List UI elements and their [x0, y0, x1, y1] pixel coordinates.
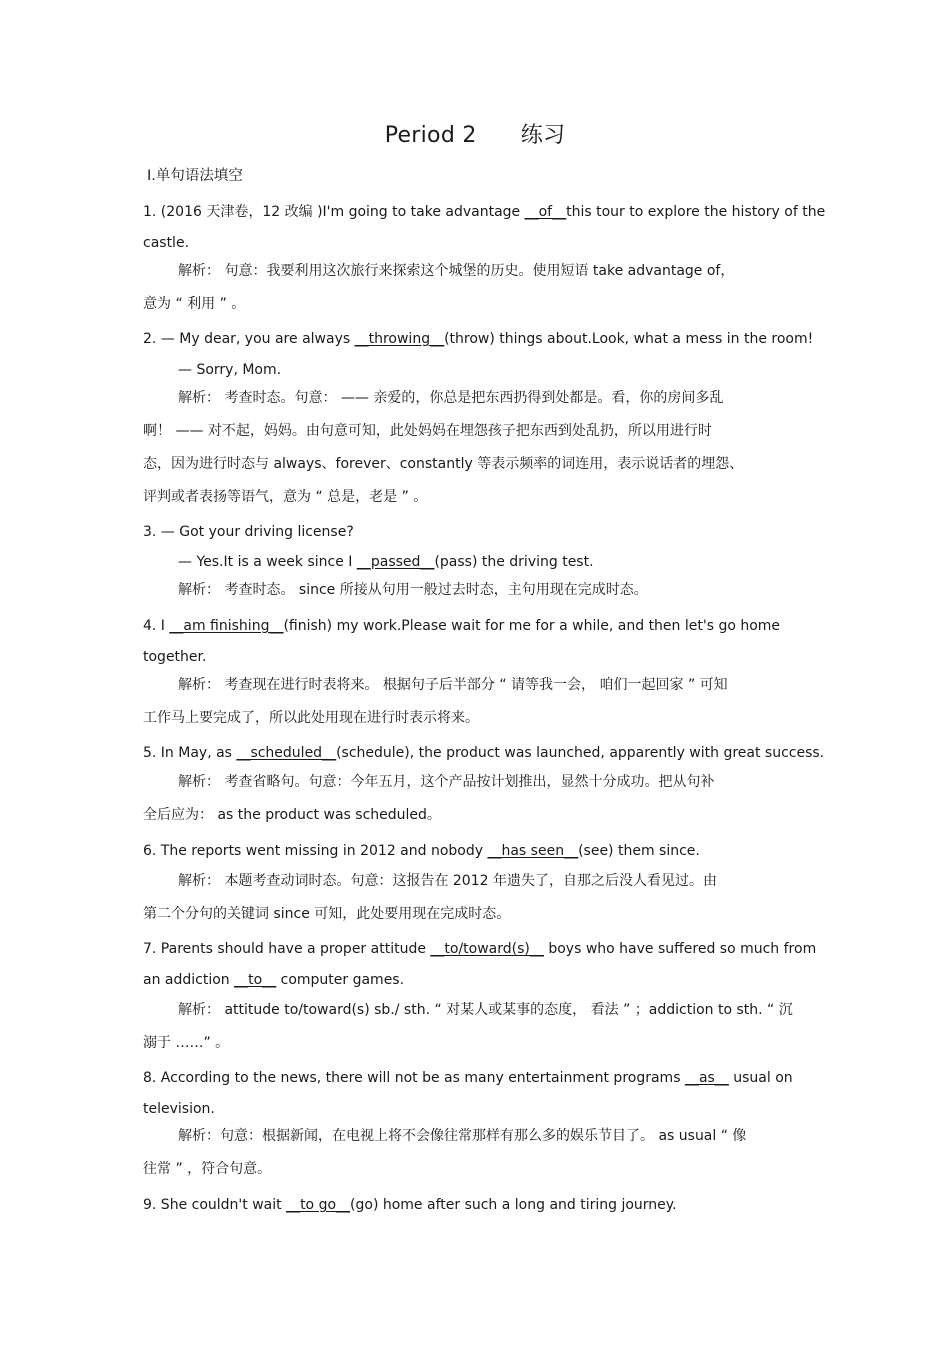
- question-text: 4. I: [143, 618, 170, 634]
- explanation-8-line-2: 往常 ” ，符合句意。: [143, 1161, 272, 1177]
- question-text: (throw) things about.Look, what a mess in the room!: [444, 331, 814, 347]
- question-2-line-2: — Sorry, Mom.: [178, 362, 282, 378]
- explanation-6-line-2: 第二个分句的关键词 since 可知，此处要用现在完成时态。: [143, 906, 511, 922]
- answer-blank: __to__: [234, 972, 277, 988]
- question-9-line-1: [143, 1196, 677, 1214]
- question-3-line-1: 3. — Got your driving license?: [143, 524, 354, 540]
- question-7-line-1: [143, 940, 816, 958]
- explanation-8-line-1: 解析：句意：根据新闻，在电视上将不会像往常那样有那么多的娱乐节目了。 as usual “ 像: [178, 1128, 747, 1144]
- explanation-5-line-2: 全后应为： as the product was scheduled。: [143, 807, 441, 823]
- question-2-line-1: [143, 330, 813, 348]
- explanation-6-line-1: 解析： 本题考查动词时态。句意：这报告在 2012 年遗失了，自那之后没人看见过。由: [178, 873, 717, 889]
- answer-blank: __has seen__: [487, 843, 579, 859]
- question-text: 7. Parents should have a proper attitude: [143, 941, 431, 957]
- answer-blank: __passed__: [356, 554, 435, 570]
- question-text: an addiction: [143, 972, 235, 988]
- question-4-line-2: together.: [143, 649, 207, 665]
- explanation-1-line-1: 解析： 句意：我要利用这次旅行来探索这个城堡的历史。使用短语 take advantage of，: [178, 263, 735, 279]
- explanation-3-line-1: 解析： 考查时态。 since 所接从句用一般过去时态，主句用现在完成时态。: [178, 582, 648, 598]
- question-text: (see) them since.: [578, 843, 700, 859]
- explanation-2-line-2: 啊！ —— 对不起，妈妈。由句意可知，此处妈妈在埋怨孩子把东西到处乱扔，所以用进行时: [143, 423, 712, 439]
- explanation-4-line-2: 工作马上要完成了，所以此处用现在进行时表示将来。: [143, 710, 479, 726]
- question-text: 9. She couldn't wait: [143, 1197, 287, 1213]
- answer-blank: __as__: [684, 1070, 729, 1086]
- section-heading: Ⅰ.单句语法填空: [147, 168, 243, 184]
- question-1-line-2: castle.: [143, 235, 190, 251]
- question-5-line-1: [143, 744, 824, 762]
- question-text: (finish) my work.Please wait for me for a while, and then let's go home: [283, 618, 781, 634]
- explanation-7-line-1: 解析： attitude to/toward(s) sb./ sth. “ 对某人或某事的态度， 看法 ” ；addiction to sth. “ 沉: [178, 1002, 793, 1018]
- question-7-line-2: [143, 971, 404, 989]
- answer-blank: __throwing__: [354, 331, 445, 347]
- explanation-1-line-2: 意为 “ 利用 ” 。: [143, 296, 246, 312]
- question-text: — Yes.It is a week since I: [178, 554, 357, 570]
- title-name: 练习: [520, 123, 566, 148]
- answer-blank: __scheduled__: [236, 745, 337, 761]
- explanation-2-line-4: 评判或者表扬等语气，意为 “ 总是，老是 ” 。: [143, 489, 428, 505]
- answer-blank: __to/toward(s)__: [430, 941, 544, 957]
- question-text: 1. (2016 天津卷，12 改编 )I'm going to take advantage: [143, 204, 525, 220]
- question-6-line-1: [143, 842, 700, 860]
- question-text: (schedule), the product was launched, apparently with great success.: [336, 745, 825, 761]
- answer-blank: __am finishing__: [169, 618, 284, 634]
- question-text: this tour to explore the history of the: [566, 204, 826, 220]
- explanation-5-line-1: 解析： 考查省略句。句意：今年五月，这个产品按计划推出，显然十分成功。把从句补: [178, 774, 715, 790]
- answer-blank: __of__: [524, 204, 567, 220]
- question-text: (pass) the driving test.: [434, 554, 594, 570]
- question-text: 8. According to the news, there will not be as many entertainment programs: [143, 1070, 685, 1086]
- question-8-line-2: television.: [143, 1101, 215, 1117]
- title-period: Period 2: [384, 123, 477, 148]
- explanation-2-line-1: 解析： 考查时态。句意： —— 亲爱的，你总是把东西扔得到处都是。看，你的房间多乱: [178, 390, 724, 406]
- question-4-line-1: [143, 617, 780, 635]
- question-8-line-1: [143, 1069, 793, 1087]
- question-text: 6. The reports went missing in 2012 and nobody: [143, 843, 488, 859]
- question-text: computer games.: [276, 972, 405, 988]
- question-text: 5. In May, as: [143, 745, 237, 761]
- explanation-7-line-2: 溺于 ……” 。: [143, 1035, 230, 1051]
- explanation-2-line-3: 态，因为进行时态与 always、forever、constantly 等表示频率的词连用，表示说话者的埋怨、: [143, 456, 744, 472]
- question-text: (go) home after such a long and tiring journey.: [350, 1197, 677, 1213]
- question-text: 2. — My dear, you are always: [143, 331, 355, 347]
- question-text: usual on: [728, 1070, 793, 1086]
- question-1-line-1: [143, 203, 825, 221]
- question-3-line-2: [178, 553, 594, 571]
- page-title: [0, 118, 950, 149]
- answer-blank: __to go__: [286, 1197, 351, 1213]
- explanation-4-line-1: 解析： 考查现在进行时表将来。 根据句子后半部分 “ 请等我一会， 咱们一起回家 ” 可知: [178, 677, 728, 693]
- question-text: boys who have suffered so much from: [543, 941, 817, 957]
